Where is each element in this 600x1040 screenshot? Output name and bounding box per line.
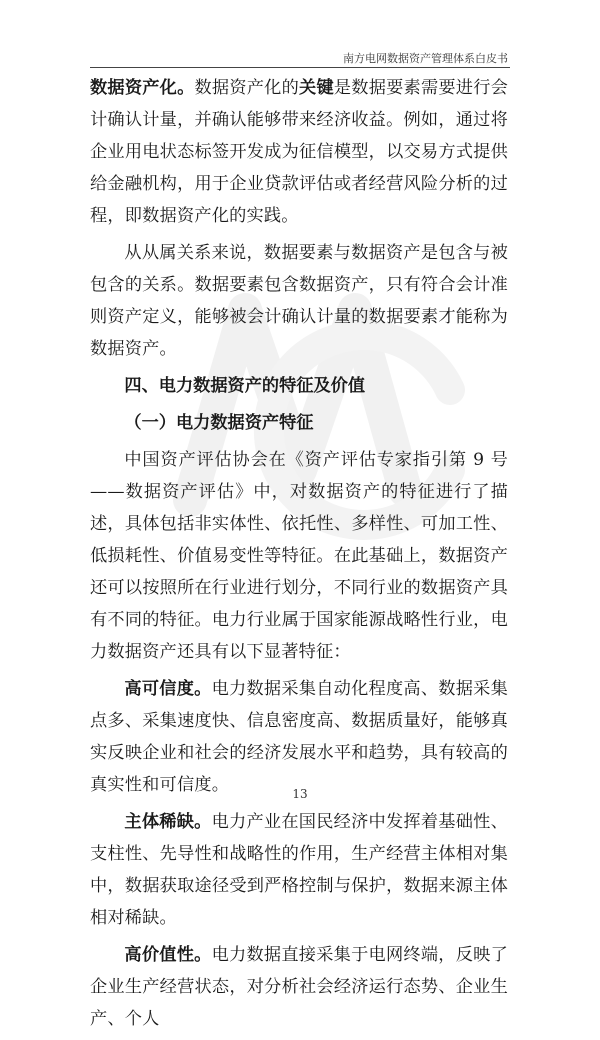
paragraph-asset-evaluation: 中国资产评估协会在《资产评估专家指引第 9 号——数据资产评估》中，对数据资产的特征进行了描述，具体包括非实体性、依托性、多样性、可加工性、低损耗性、价值易变性等特征。在此基础上，数据资产还可以按照所在行业进行划分，不同行业的数据资产具有不同的特征。电力行业属于国家能源战略性行业，电力数据资产还具有以下显著特征： [90,450,508,662]
section-heading: 四、电力数据资产的特征及价值 [124,376,366,396]
paragraph-lead: 数据资产化。 [90,78,195,98]
paragraph-lead: 主体稀缺。 [124,812,212,832]
header-rule [90,67,510,68]
paragraph-high-credibility: 高可信度。电力数据采集自动化程度高、数据采集点多、采集速度快、信息密度高、数据质量好，能够真实反映企业和社会的经济发展水平和趋势，具有较高的真实性和可信度。 [90,679,508,795]
paragraph-lead: 高价值性。 [124,945,212,965]
page-number: 13 [292,787,308,801]
paragraph-subordination: 从从属关系来说，数据要素与数据资产是包含与被包含的关系。数据要素包含数据资产，只有符合会计准则资产定义，能够被会计确认计量的数据要素才能称为数据资产。 [90,243,508,359]
paragraph-data-assetization: 数据资产化。数据资产化的关键是数据要素需要进行会计确认计量，并确认能够带来经济收益。例如，通过将企业用电状态标签开发成为征信模型，以交易方式提供给金融机构，用于企业贷款评估或者经营风险分析的过程，即数据资产化的实践。 [90,78,509,226]
keyword-emphasis: 关键 [299,78,334,98]
page-body [90,72,508,1040]
paragraph-high-value: 高价值性。电力数据直接采集于电网终端，反映了企业生产经营状态，对分析社会经济运行态势、企业生产、个人 [90,945,508,1029]
subsection-heading: （一）电力数据资产特征 [124,413,314,433]
paragraph-subject-scarcity: 主体稀缺。电力产业在国民经济中发挥着基础性、支柱性、先导性和战略性的作用，生产经营主体相对集中，数据获取途径受到严格控制与保护，数据来源主体相对稀缺。 [90,812,508,928]
paragraph-lead: 高可信度。 [124,679,212,699]
running-header: 南方电网数据资产管理体系白皮书 [343,52,508,65]
